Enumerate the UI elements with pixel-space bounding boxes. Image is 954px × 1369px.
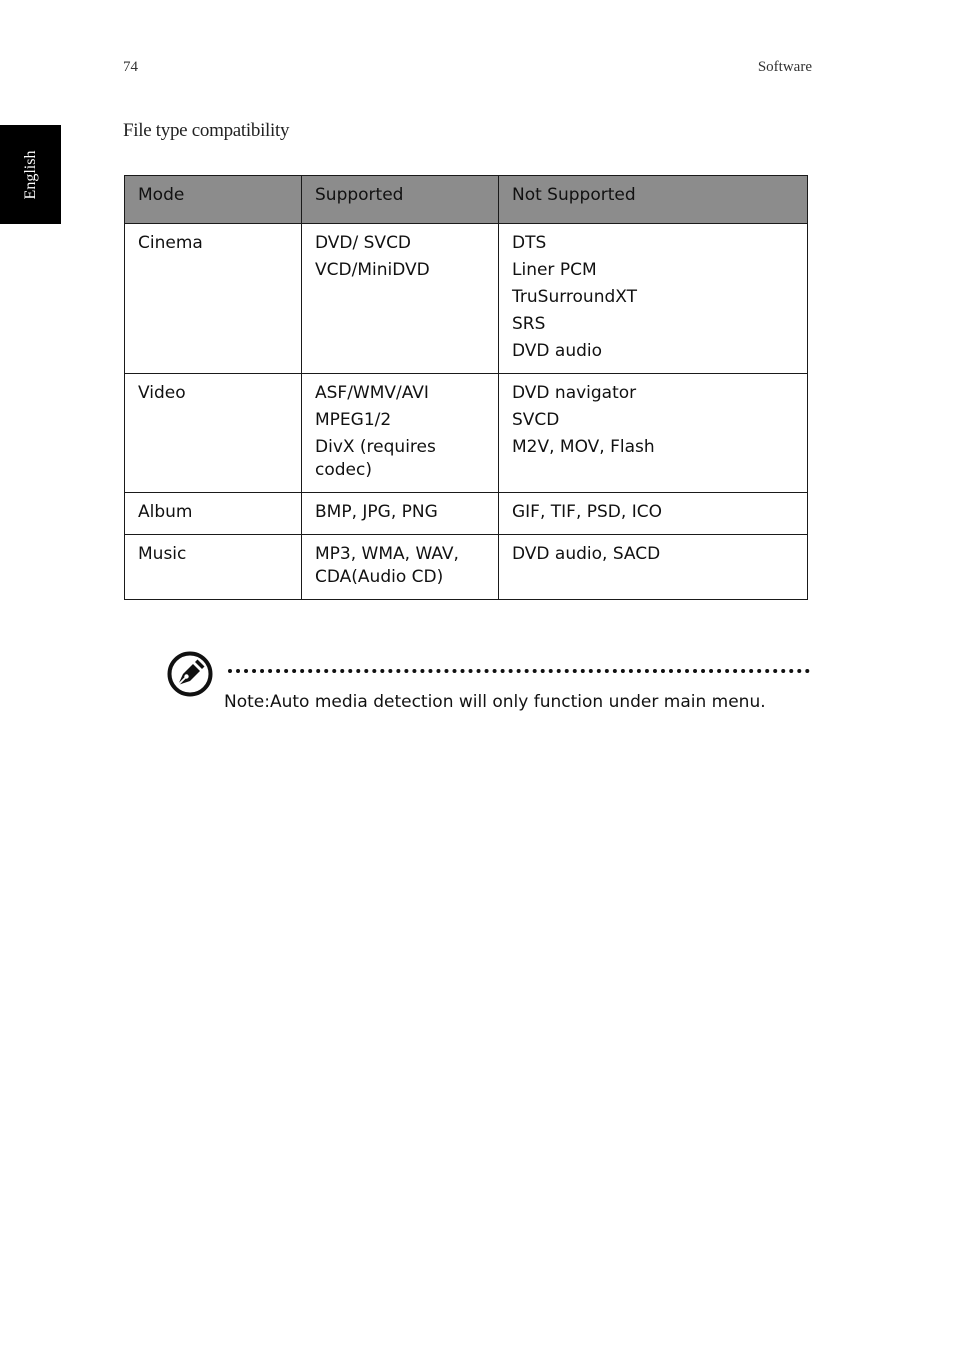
not-supported-item: DTS (512, 233, 547, 253)
language-tab (0, 125, 61, 224)
page-number: 74 (123, 59, 138, 75)
supported-item: DVD/ SVCD (315, 233, 412, 253)
supported-item: DivX (requires codec) (315, 437, 436, 480)
running-header: Software (757, 59, 812, 75)
not-supported-item: TruSurroundXT (512, 287, 637, 307)
not-supported-item: SRS (512, 314, 546, 334)
supported-cell (302, 374, 499, 493)
not-supported-item: DVD audio (512, 341, 603, 361)
note-text: Note:Auto media detection will only function under main menu. (224, 692, 766, 712)
table-row (125, 493, 808, 535)
not-supported-cell (499, 535, 808, 600)
section-title: File type compatibility (123, 120, 290, 141)
not-supported-item: DVD audio, SACD (512, 544, 661, 564)
supported-item: MP3, WMA, WAV, CDA(Audio CD) (315, 544, 459, 587)
not-supported-cell (499, 493, 808, 535)
note-pen-icon (166, 650, 214, 698)
column-header-mode: Mode (125, 176, 302, 224)
supported-item: VCD/MiniDVD (315, 260, 430, 280)
mode-label: Music (138, 544, 187, 564)
table-header-row (125, 176, 808, 224)
mode-label: Album (138, 502, 193, 522)
mode-cell (125, 493, 302, 535)
not-supported-item: M2V, MOV, Flash (512, 437, 655, 457)
note-dotted-rule (228, 669, 810, 673)
mode-cell (125, 374, 302, 493)
not-supported-cell (499, 374, 808, 493)
table-row (125, 224, 808, 374)
mode-label: Cinema (138, 233, 203, 253)
supported-cell (302, 224, 499, 374)
not-supported-item: GIF, TIF, PSD, ICO (512, 502, 662, 522)
supported-item: BMP, JPG, PNG (315, 502, 438, 522)
mode-cell (125, 224, 302, 374)
column-header-supported: Supported (302, 176, 499, 224)
mode-label: Video (138, 383, 186, 403)
table-row (125, 535, 808, 600)
supported-item: ASF/WMV/AVI (315, 383, 429, 403)
not-supported-cell (499, 224, 808, 374)
not-supported-item: SVCD (512, 410, 560, 430)
supported-cell (302, 493, 499, 535)
supported-item: MPEG1/2 (315, 410, 392, 430)
supported-cell (302, 535, 499, 600)
language-label: English (21, 150, 39, 199)
not-supported-item: Liner PCM (512, 260, 597, 280)
table-row (125, 374, 808, 493)
compatibility-table (124, 175, 808, 600)
not-supported-item: DVD navigator (512, 383, 637, 403)
mode-cell (125, 535, 302, 600)
column-header-not-supported: Not Supported (499, 176, 808, 224)
